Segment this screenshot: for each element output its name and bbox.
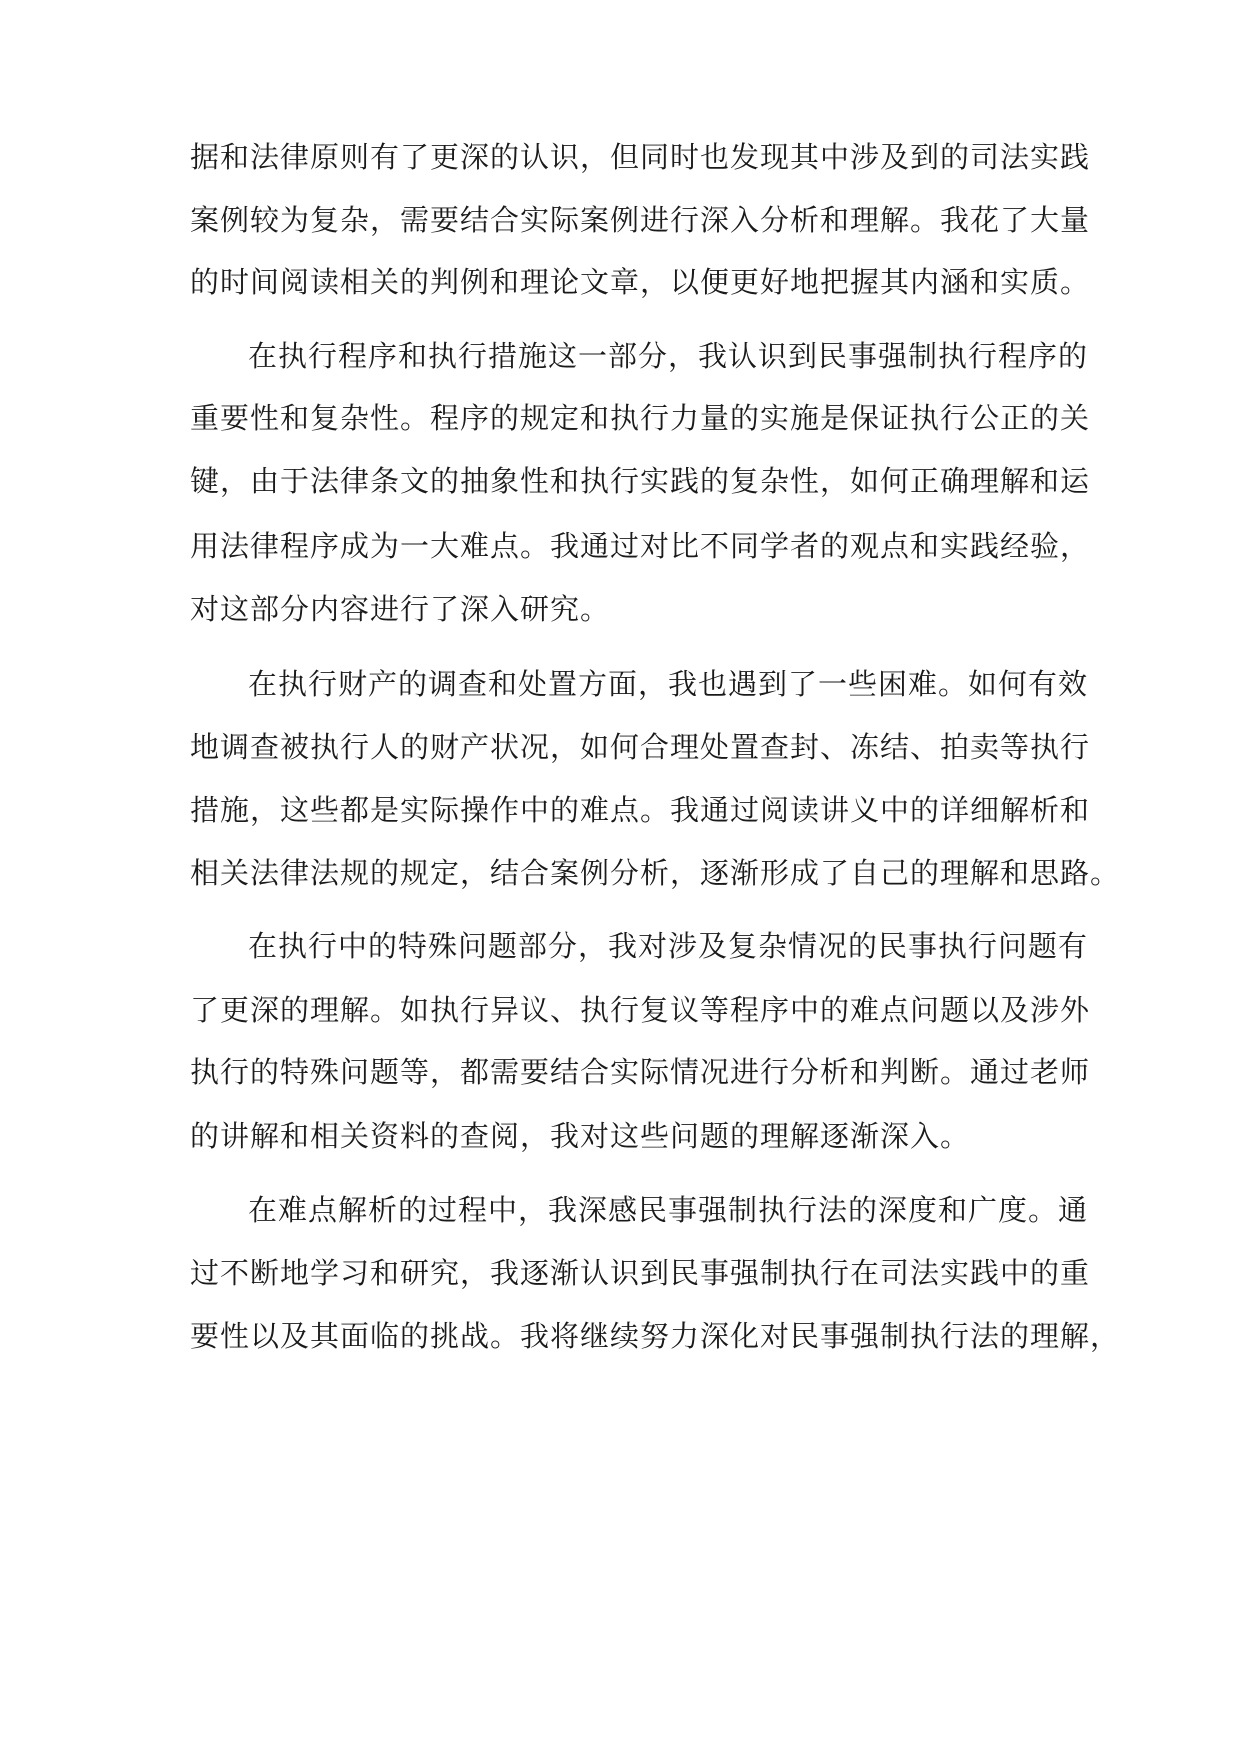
text-line: 据和法律原则有了更深的认识，但同时也发现其中涉及到的司法实践: [190, 140, 1091, 174]
text-line: 了更深的理解。如执行异议、执行复议等程序中的难点问题以及涉外: [190, 993, 1091, 1027]
text-line: 案例较为复杂，需要结合实际案例进行深入分析和理解。我花了大量: [190, 203, 1091, 237]
text-line: 键，由于法律条文的抽象性和执行实践的复杂性，如何正确理解和运: [190, 464, 1091, 498]
text-line: 的时间阅读相关的判例和理论文章，以便更好地把握其内涵和实质。: [190, 265, 1091, 299]
paragraph-first-line: 在执行程序和执行措施这一部分，我认识到民事强制执行程序的: [248, 339, 1089, 373]
text-line: 执行的特殊问题等，都需要结合实际情况进行分析和判断。通过老师: [190, 1055, 1091, 1089]
text-line: 的讲解和相关资料的查阅，我对这些问题的理解逐渐深入。: [190, 1119, 971, 1153]
paragraph-first-line: 在执行中的特殊问题部分，我对涉及复杂情况的民事执行问题有: [248, 929, 1089, 963]
paragraph-first-line: 在执行财产的调查和处置方面，我也遇到了一些困难。如何有效: [248, 667, 1089, 701]
text-line: 相关法律法规的规定，结合案例分析，逐渐形成了自己的理解和思路。: [190, 856, 1121, 890]
text-line: 对这部分内容进行了深入研究。: [190, 592, 611, 626]
text-line: 重要性和复杂性。程序的规定和执行力量的实施是保证执行公正的关: [190, 401, 1091, 435]
text-line: 用法律程序成为一大难点。我通过对比不同学者的观点和实践经验，: [190, 529, 1091, 563]
paragraph-first-line: 在难点解析的过程中，我深感民事强制执行法的深度和广度。通: [248, 1193, 1089, 1227]
text-line: 措施，这些都是实际操作中的难点。我通过阅读讲义中的详细解析和: [190, 793, 1091, 827]
text-line: 要性以及其面临的挑战。我将继续努力深化对民事强制执行法的理解，: [190, 1319, 1121, 1353]
text-line: 地调查被执行人的财产状况，如何合理处置查封、冻结、拍卖等执行: [190, 730, 1091, 764]
text-line: 过不断地学习和研究，我逐渐认识到民事强制执行在司法实践中的重: [190, 1256, 1091, 1290]
